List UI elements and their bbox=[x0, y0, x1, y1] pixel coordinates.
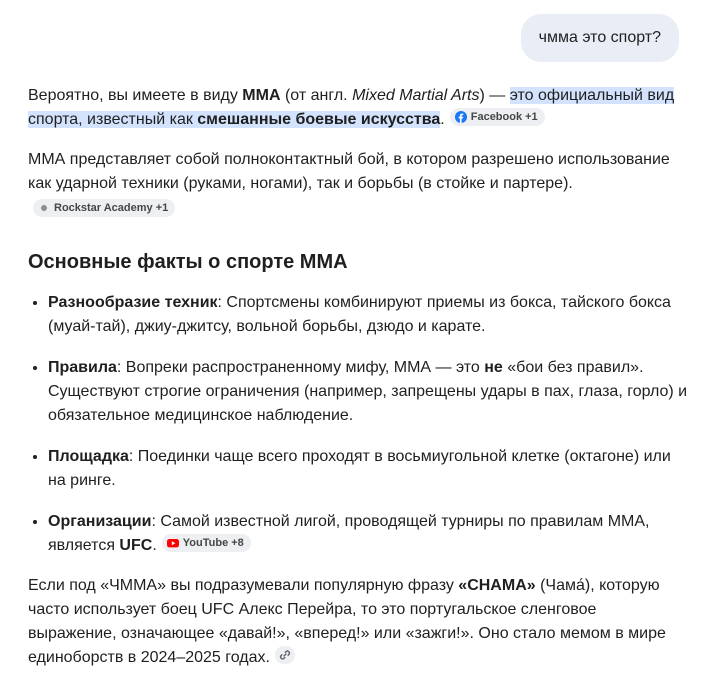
list-item bbox=[48, 444, 688, 493]
chama-text-2: (Чама́), которую часто использует боец UFC Алекс Перейра, то это португальское сленговое выражение, означающее «давай!», «вперед!» или «зажги!». Оно стало мемом в мире единоборств в 2024–2025 годах. bbox=[28, 577, 666, 666]
bullet-text: : Спортсмены комбинируют приемы из бокса, тайского бокса (муай-тай), джиу-джитсу, вольной борьбы, дзюдо и карате. bbox=[48, 294, 671, 335]
intro-text-3: ) — bbox=[479, 87, 510, 104]
intro-text-1: Вероятно, вы имеете в виду bbox=[28, 87, 243, 104]
bullet-title: Правила bbox=[48, 359, 117, 376]
source-chip-youtube[interactable] bbox=[162, 534, 251, 552]
facebook-icon bbox=[455, 111, 467, 123]
source-chip-rockstar[interactable] bbox=[33, 199, 175, 217]
answer-intro-paragraph bbox=[28, 84, 688, 132]
bullet-text: : Вопреки распространенному мифу, ММА — это bbox=[116, 359, 485, 376]
bullet-text: «бои без правил». Существуют строгие ограничения (например, запрещены удары в пах, глаза, горло) и обязательное медицинское наблюдение. bbox=[48, 359, 688, 424]
chama-text-1: Если под «ЧММА» вы подразумевали популярную фразу bbox=[28, 577, 459, 594]
rockstar-chip-label: Rockstar Academy +1 bbox=[54, 202, 169, 214]
bullet-text: . bbox=[152, 537, 157, 554]
link-icon bbox=[279, 649, 291, 661]
list-item bbox=[48, 509, 688, 558]
rockstar-academy-icon bbox=[38, 202, 50, 214]
answer-definition-paragraph bbox=[28, 148, 688, 220]
source-chip-link[interactable] bbox=[275, 646, 295, 664]
bullet-title: Площадка bbox=[48, 448, 129, 465]
bullet-text: : Поединки чаще всего проходят в восьмиугольной клетке (октагоне) или на ринге. bbox=[48, 448, 671, 489]
intro-text-4: . bbox=[440, 111, 445, 128]
facebook-chip-label: Facebook +1 bbox=[470, 111, 538, 123]
youtube-icon bbox=[167, 537, 179, 549]
list-item bbox=[48, 290, 688, 339]
bullet-bold-word: не bbox=[484, 359, 503, 376]
bullet-text: : Самой известной лигой, проводящей турниры по правилам ММА, является bbox=[48, 513, 650, 554]
source-chip-facebook[interactable] bbox=[450, 108, 545, 126]
ufc-bold: UFC bbox=[119, 537, 153, 554]
answer-chama-paragraph bbox=[28, 574, 688, 670]
intro-text-2: (от англ. bbox=[280, 87, 353, 104]
highlighted-bold-text: смешанные боевые искусства bbox=[197, 111, 441, 128]
facts-list bbox=[28, 290, 688, 558]
intro-mma-english: Mixed Martial Arts bbox=[352, 87, 480, 104]
user-message-text: чмма это спорт? bbox=[538, 29, 661, 46]
bullet-title: Организации bbox=[48, 513, 152, 530]
list-item bbox=[48, 355, 688, 428]
user-message-bubble bbox=[521, 14, 679, 62]
highlighted-text: это официальный вид спорта, известный как bbox=[28, 87, 675, 128]
chama-bold: «CHAMA» bbox=[458, 577, 536, 594]
definition-text: ММА представляет собой полноконтактный бой, в котором разрешено использование как ударной техники (руками, ногами), так и борьбы (в стойке и партере). bbox=[28, 151, 670, 192]
bullet-title: Разнообразие техник bbox=[48, 294, 218, 311]
youtube-chip-label: YouTube +8 bbox=[182, 537, 244, 549]
assistant-answer bbox=[28, 84, 688, 686]
intro-mma-bold: ММА bbox=[242, 87, 281, 104]
section-heading: Основные факты о спорте ММА bbox=[28, 251, 348, 273]
